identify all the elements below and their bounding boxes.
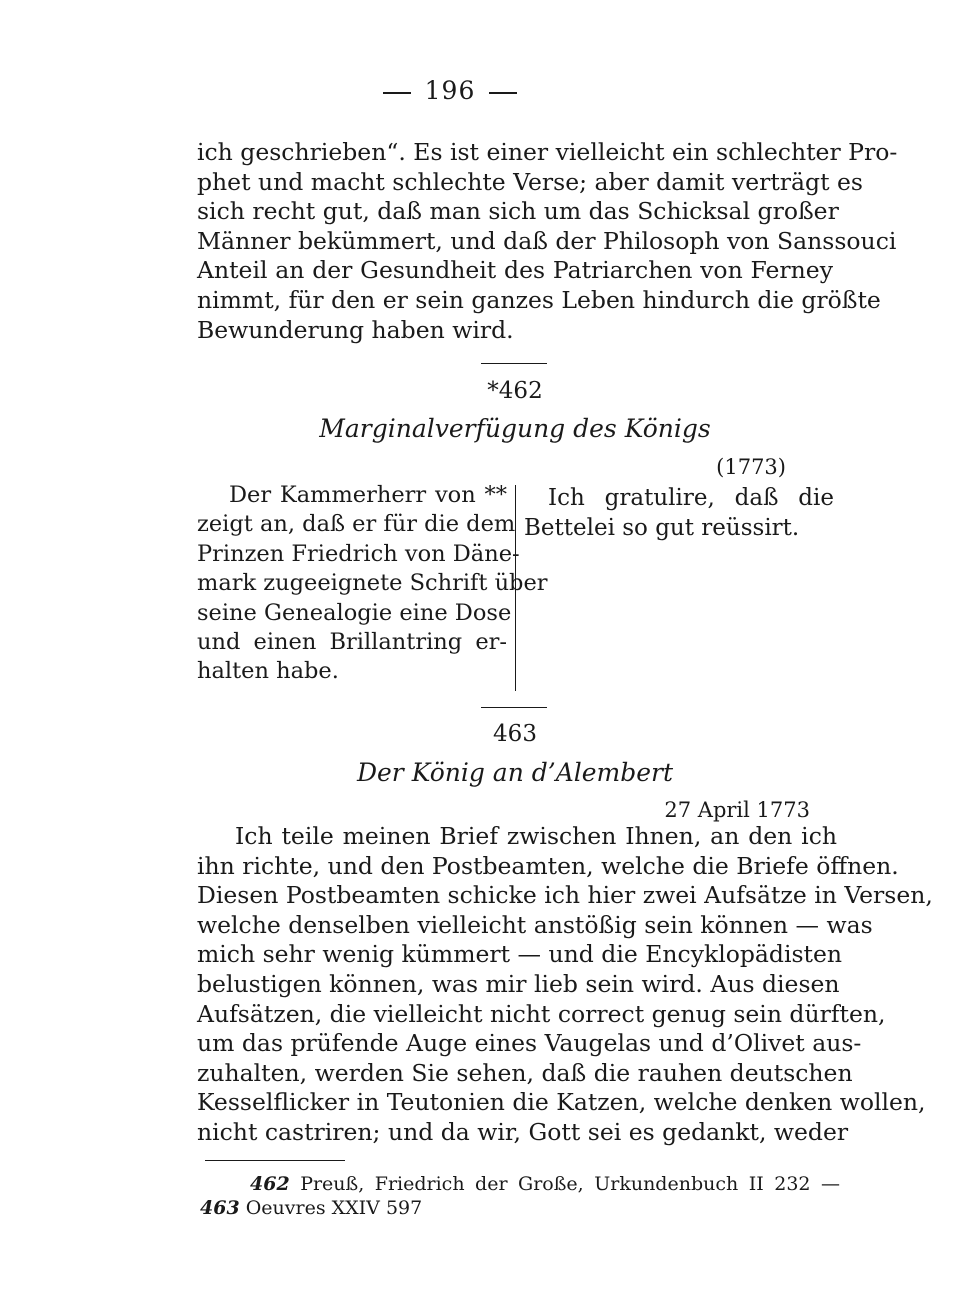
text-line: zuhalten, werden Sie sehen, daß die rauhen deutschen [197, 1058, 853, 1087]
text-line: und einen Brillantring er- [197, 629, 507, 656]
text-line: Aufsätzen, die vielleicht nicht correct genug sein dürften, [197, 999, 886, 1028]
text-line: um das prüfende Auge eines Vaugelas und d’Olivet aus- [197, 1029, 862, 1058]
text-line: sich recht gut, daß man sich um das Schicksal großer [197, 197, 839, 226]
footnotes [200, 1172, 840, 1220]
dash-left [383, 92, 411, 94]
text-line: Diesen Postbeamten schicke ich hier zwei Aufsätze in Versen, [197, 881, 933, 910]
section-divider [481, 363, 547, 364]
text-line: Kesselflicker in Teutonien die Katzen, welche denken wollen, [197, 1088, 926, 1117]
text-line: Der Kammerherr von ** [229, 482, 507, 508]
petition-column [197, 481, 548, 687]
text-line: Ich gratulire, daß die [548, 485, 834, 511]
document-title-462: Marginalverfügung des Königs [319, 414, 711, 443]
document-number-463: 463 [493, 721, 537, 747]
text-line: Bewunderung haben wird. [197, 315, 514, 344]
text-line: welche denselben vielleicht anstößig sein können — was [197, 910, 873, 939]
document-title-463: Der König an d’Alembert [356, 758, 674, 787]
text-line: halten habe. [197, 658, 339, 685]
page-number: 196 [424, 76, 476, 105]
footnote-number: 462 [250, 1173, 290, 1195]
section-divider [481, 707, 547, 708]
text-line: ihn richte, und den Postbeamten, welche die Briefe öffnen. [197, 851, 899, 880]
text-line: mark zugeeignete Schrift über [197, 570, 548, 597]
document-date-462: (1773) [716, 455, 786, 479]
text-line: belustigen können, was mir lieb sein wird. Aus diesen [197, 969, 840, 998]
text-line: phet und macht schlechte Verse; aber damit verträgt es [197, 167, 863, 196]
text-line: Ich teile meinen Brief zwischen Ihnen, an den ich [235, 822, 837, 850]
footnote-number: 463 [200, 1197, 240, 1219]
text-line: Prinzen Friedrich von Däne- [197, 540, 520, 567]
text-line: seine Genealogie eine Dose [197, 599, 512, 626]
footnote-text: Oeuvres XXIV 597 [245, 1197, 423, 1219]
column-separator [515, 485, 516, 691]
text-line: Anteil an der Gesundheit des Patriarchen von Ferney [197, 256, 833, 285]
letter-body [197, 822, 933, 1148]
document-number-462: *462 [487, 378, 543, 404]
page-number-line [0, 76, 964, 105]
dash-right [489, 92, 517, 94]
footnote-text: Preuß, Friedrich der Große, Urkundenbuch II 232 — [300, 1173, 840, 1195]
text-line: nicht castriren; und da wir, Gott sei es gedankt, weder [197, 1117, 849, 1146]
text-line: ich geschrieben“. Es ist einer vielleicht ein schlechter Pro- [197, 138, 898, 166]
text-line: nimmt, für den er sein ganzes Leben hindurch die größte [197, 285, 881, 314]
footnote-line [200, 1172, 840, 1196]
top-paragraph [197, 138, 898, 345]
document-date-463: 27 April 1773 [664, 798, 810, 822]
text-line: zeigt an, daß er für die dem [197, 511, 516, 538]
footnote-divider [205, 1160, 345, 1161]
text-line: Männer bekümmert, und daß der Philosoph von Sanssouci [197, 226, 897, 255]
footnote-line [200, 1196, 840, 1220]
text-line: Bettelei so gut reüssirt. [524, 515, 800, 541]
marginal-decree-column [524, 483, 834, 543]
text-line: mich sehr wenig kümmert — und die Encyklopädisten [197, 940, 843, 969]
